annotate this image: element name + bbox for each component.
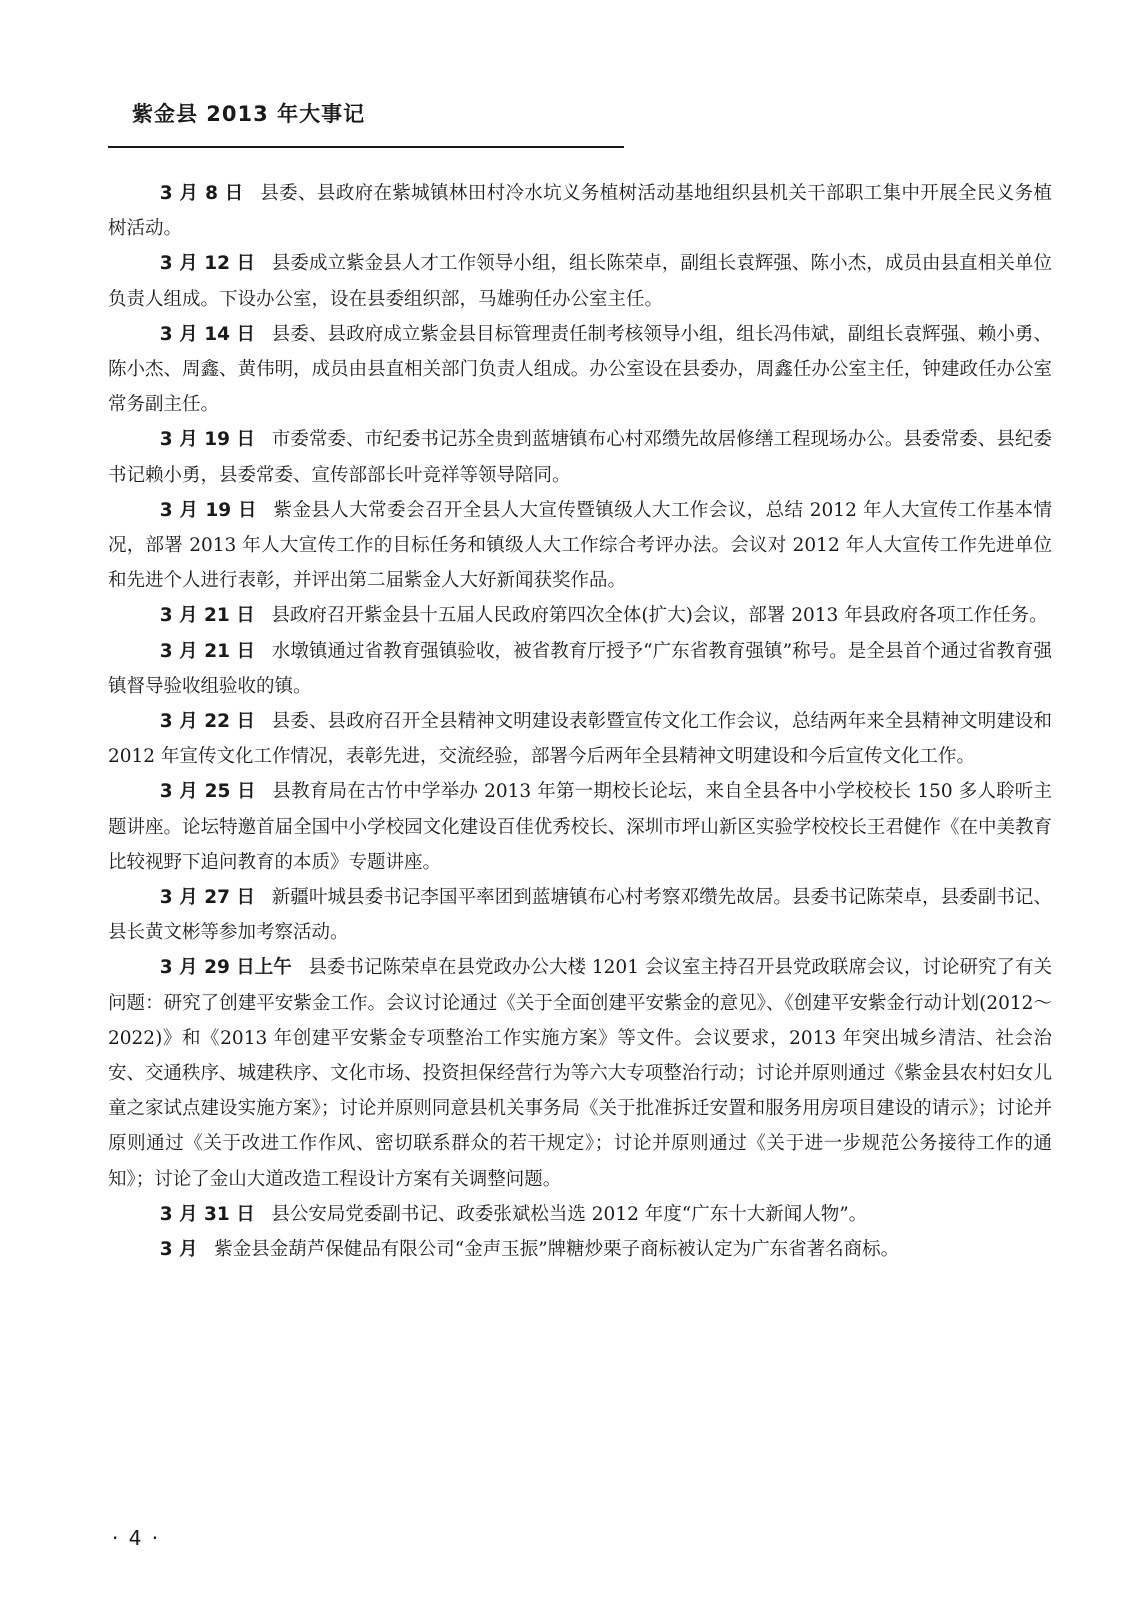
entry-text: 县政府召开紫金县十五届人民政府第四次全体(扩大)会议，部署 2013 年县政府各项工作任务。 [271,605,1048,627]
page-number: · 4 · [112,1526,161,1550]
entry-date: 3 月 21 日 [159,640,256,662]
chronicle-body [108,176,1052,1267]
chronicle-entry [108,774,1052,880]
entry-date: 3 月 19 日 [159,499,257,521]
entry-text: 县委书记陈荣卓在县党政办公大楼 1201 会议室主持召开县党政联席会议，讨论研究了有关问题：研究了创建平安紫金工作。会议讨论通过《关于全面创建平安紫金的意见》、《创建平安紫金行动计划(2012～2022)》和《2013 年创建平安紫金专项整治工作实施方案》等文件。会议要求，2013 年突出城乡清洁、社会治安、交通秩序、城建秩序、文化市场、投资担保经营行为等六大专项整治行动；讨论并原则通过《紫金县农村妇女儿童之家试点建设实施方案》；讨论并原则同意县机关事务局《关于批准拆迁安置和服务用房项目建设的请示》；讨论并原则通过《关于改进工作作风、密切联系群众的若干规定》；讨论并原则通过《关于进一步规范公务接待工作的通知》；讨论了金山大道改造工程设计方案有关调整问题。 [108,957,1052,1190]
entry-text: 县委、县政府在紫城镇林田村冷水坑义务植树活动基地组织县机关干部职工集中开展全民义务植树活动。 [108,183,1052,240]
chronicle-entry [108,422,1052,492]
entry-date: 3 月 14 日 [159,323,256,345]
running-header-title: 紫金县 2013 年大事记 [132,102,366,126]
entry-date: 3 月 25 日 [159,781,256,803]
entry-text: 新疆叶城县委书记李国平率团到蓝塘镇布心村考察邓缵先故居。县委书记陈荣卓，县委副书记、县长黄文彬等参加考察活动。 [108,887,1052,944]
entry-text: 县教育局在古竹中学举办 2013 年第一期校长论坛，来自全县各中小学校校长 150 多人聆听主题讲座。论坛特邀首届全国中小学校园文化建设百佳优秀校长、深圳市坪山新区实验学校校长王君健作《在中美教育比较视野下追问教育的本质》专题讲座。 [108,781,1052,873]
entry-date: 3 月 29 日上午 [159,957,292,979]
chronicle-entry [108,1232,1052,1267]
entry-date: 3 月 [159,1239,198,1261]
entry-date: 3 月 27 日 [159,887,256,909]
entry-text: 紫金县金葫芦保健品有限公司“金声玉振”牌糖炒栗子商标被认定为广东省著名商标。 [214,1239,900,1261]
entry-text: 县委成立紫金县人才工作领导小组，组长陈荣卓，副组长袁辉强、陈小杰，成员由县直相关单位负责人组成。下设办公室，设在县委组织部，马雄驹任办公室主任。 [108,253,1052,310]
entry-text: 县委、县政府成立紫金县目标管理责任制考核领导小组，组长冯伟斌，副组长袁辉强、赖小勇、陈小杰、周鑫、黄伟明，成员由县直相关部门负责人组成。办公室设在县委办，周鑫任办公室主任，钟建政任办公室常务副主任。 [108,323,1052,416]
entry-date: 3 月 12 日 [159,253,256,275]
chronicle-entry [108,950,1052,1196]
chronicle-entry [108,704,1052,774]
entry-text: 县公安局党委副书记、政委张斌松当选 2012 年度“广东十大新闻人物”。 [271,1203,868,1225]
entry-date: 3 月 8 日 [159,183,244,204]
chronicle-entry [108,176,1052,246]
chronicle-entry [108,317,1052,423]
entry-date: 3 月 19 日 [159,429,256,451]
entry-date: 3 月 22 日 [159,711,256,733]
entry-text: 紫金县人大常委会召开全县人大宣传暨镇级人大工作会议，总结 2012 年人大宣传工作基本情况，部署 2013 年人大宣传工作的目标任务和镇级人大工作综合考评办法。会议对 2012 年人大宣传工作先进单位和先进个人进行表彰，并评出第二届紫金人大好新闻获奖作品。 [108,499,1052,592]
entry-text: 县委、县政府召开全县精神文明建设表彰暨宣传文化工作会议，总结两年来全县精神文明建设和 2012 年宣传文化工作情况，表彰先进，交流经验，部署今后两年全县精神文明建设和今后宣传文化工作。 [108,711,1052,768]
entry-text: 市委常委、市纪委书记苏全贵到蓝塘镇布心村邓缵先故居修缮工程现场办公。县委常委、县纪委书记赖小勇，县委常委、宣传部部长叶竞祥等领导陪同。 [108,429,1052,486]
entry-text: 水墩镇通过省教育强镇验收，被省教育厅授予“广东省教育强镇”称号。是全县首个通过省教育强镇督导验收组验收的镇。 [108,640,1052,697]
header-divider [108,146,624,148]
entry-date: 3 月 21 日 [159,605,255,627]
chronicle-entry [108,1197,1052,1232]
chronicle-entry [108,880,1052,950]
entry-date: 3 月 31 日 [159,1203,255,1225]
chronicle-entry [108,246,1052,316]
chronicle-entry [108,634,1052,704]
chronicle-entry [108,493,1052,599]
chronicle-entry [108,598,1052,633]
